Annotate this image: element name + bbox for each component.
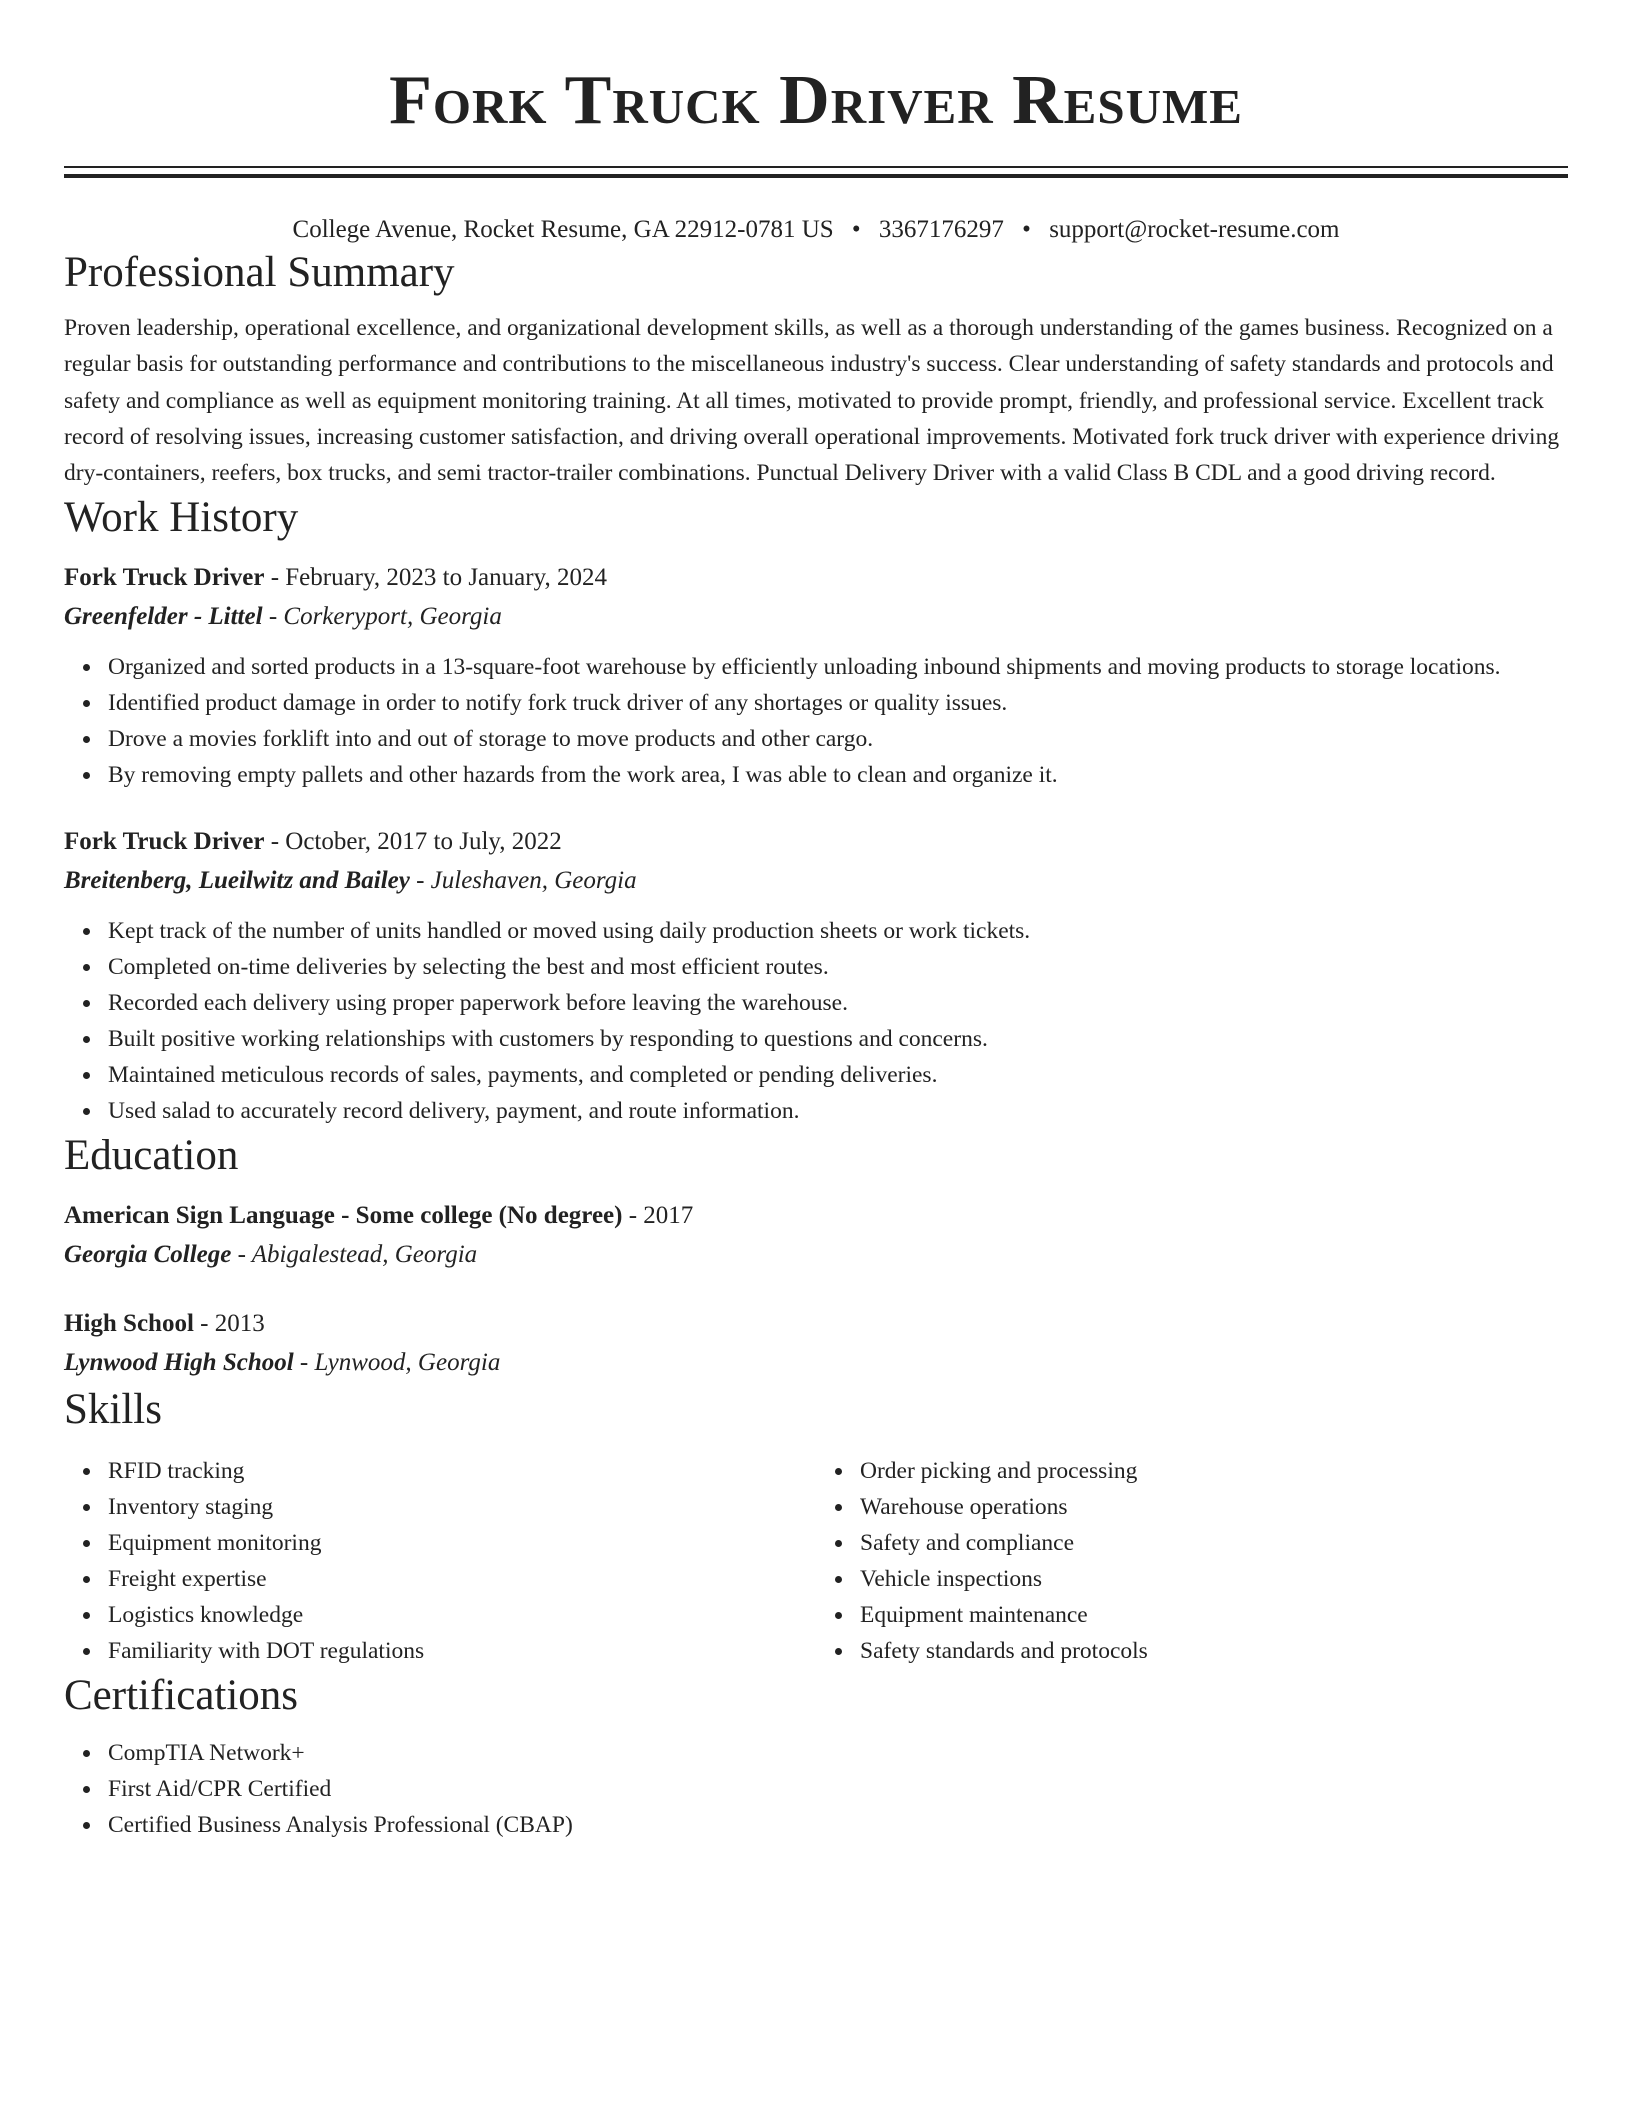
- education-school: Georgia College: [64, 1241, 232, 1269]
- education-year: - 2013: [193, 1310, 265, 1338]
- summary-heading: Professional Summary: [64, 249, 455, 296]
- education-school: Lynwood High School: [64, 1349, 294, 1377]
- list-item: Vehicle inspections: [860, 1561, 1568, 1597]
- list-item: Warehouse operations: [860, 1489, 1568, 1525]
- title-divider-thin: [64, 166, 1568, 168]
- job-duties-list: [64, 649, 1568, 793]
- skills-list-right: [816, 1453, 1568, 1669]
- job-entry: [64, 559, 1568, 793]
- job-company: Greenfelder - Littel: [64, 603, 263, 631]
- title-divider-thick: [64, 174, 1568, 178]
- certifications-heading: Certifications: [64, 1672, 299, 1720]
- list-item: RFID tracking: [108, 1453, 816, 1489]
- list-item: Safety and compliance: [860, 1525, 1568, 1561]
- job-location: - Juleshaven, Georgia: [409, 867, 637, 895]
- list-item: CompTIA Network+: [108, 1735, 1568, 1771]
- contact-address: College Avenue, Rocket Resume, GA 22912-0781 US: [292, 216, 834, 243]
- list-item: Certified Business Analysis Professional (CBAP): [108, 1807, 1568, 1843]
- list-item: First Aid/CPR Certified: [108, 1771, 1568, 1807]
- education-degree-line: [64, 1305, 1568, 1343]
- list-item: Freight expertise: [108, 1561, 816, 1597]
- list-item: Equipment monitoring: [108, 1525, 816, 1561]
- page-title: Fork Truck Driver Resume: [389, 62, 1243, 139]
- list-item: Maintained meticulous records of sales, payments, and completed or pending deliveries.: [108, 1057, 1568, 1093]
- job-location: - Corkeryport, Georgia: [262, 603, 502, 631]
- contact-phone: 3367176297: [878, 216, 1004, 243]
- education-entry: [64, 1197, 1568, 1275]
- work-history-heading: Work History: [64, 494, 299, 542]
- job-company: Breitenberg, Lueilwitz and Bailey: [64, 867, 410, 895]
- list-item: Logistics knowledge: [108, 1597, 816, 1633]
- list-item: Recorded each delivery using proper paperwork before leaving the warehouse.: [108, 985, 1568, 1021]
- job-entry: [64, 823, 1568, 1129]
- education-degree-line: [64, 1197, 1568, 1235]
- job-title-line: [64, 559, 1568, 597]
- job-title: Fork Truck Driver: [64, 828, 265, 856]
- list-item: Kept track of the number of units handled or moved using daily production sheets or work tickets.: [108, 913, 1568, 949]
- education-school-line: [64, 1343, 1568, 1383]
- contact-line: [64, 214, 1568, 246]
- education-degree: American Sign Language - Some college (No degree): [64, 1202, 623, 1230]
- list-item: Completed on-time deliveries by selecting the best and most efficient routes.: [108, 949, 1568, 985]
- list-item: Identified product damage in order to notify fork truck driver of any shortages or quality issues.: [108, 685, 1568, 721]
- skills-grid: [64, 1447, 1568, 1669]
- job-dates: - February, 2023 to January, 2024: [264, 564, 607, 592]
- contact-email: support@rocket-resume.com: [1049, 216, 1340, 243]
- job-company-line: [64, 861, 1568, 901]
- education-location: - Lynwood, Georgia: [293, 1349, 501, 1377]
- list-item: Equipment maintenance: [860, 1597, 1568, 1633]
- education-school-line: [64, 1235, 1568, 1275]
- job-title: Fork Truck Driver: [64, 564, 265, 592]
- list-item: Organized and sorted products in a 13-square-foot warehouse by efficiently unloading inbound shipments and moving products to storage locations.: [108, 649, 1568, 685]
- certifications-list: [64, 1735, 1568, 1843]
- education-heading: Education: [64, 1132, 239, 1180]
- education-entry: [64, 1305, 1568, 1383]
- list-item: Familiarity with DOT regulations: [108, 1633, 816, 1669]
- skills-heading: Skills: [64, 1386, 162, 1434]
- summary-text: Proven leadership, operational excellence, and organizational development skills, as well as a thorough understanding of the games business. Recognized on a regular basis for outstanding performance and contributions to the miscellaneous industry's success. Clear understanding of safety standards and protocols and safety and compliance as well as equipment monitoring training. At all times, motivated to provide prompt, friendly, and professional service. Excellent track record of resolving issues, increasing customer satisfaction, and driving overall operational improvements. Motivated fork truck driver with experience driving dry-containers, reefers, box trucks, and semi tractor-trailer combinations. Punctual Delivery Driver with a valid Class B CDL and a good driving record.: [64, 315, 1560, 487]
- list-item: By removing empty pallets and other hazards from the work area, I was able to clean and organize it.: [108, 757, 1568, 793]
- job-dates: - October, 2017 to July, 2022: [264, 828, 562, 856]
- list-item: Used salad to accurately record delivery, payment, and route information.: [108, 1093, 1568, 1129]
- contact-separator: •: [851, 216, 861, 243]
- list-item: Built positive working relationships with customers by responding to questions and concerns.: [108, 1021, 1568, 1057]
- list-item: Inventory staging: [108, 1489, 816, 1525]
- job-duties-list: [64, 913, 1568, 1129]
- education-year: - 2017: [622, 1202, 694, 1230]
- education-degree: High School: [64, 1310, 194, 1338]
- skills-list-left: [64, 1453, 816, 1669]
- list-item: Order picking and processing: [860, 1453, 1568, 1489]
- job-title-line: [64, 823, 1568, 861]
- education-location: - Abigalestead, Georgia: [231, 1241, 478, 1269]
- contact-separator: •: [1022, 216, 1031, 243]
- list-item: Drove a movies forklift into and out of storage to move products and other cargo.: [108, 721, 1568, 757]
- job-company-line: [64, 597, 1568, 637]
- list-item: Safety standards and protocols: [860, 1633, 1568, 1669]
